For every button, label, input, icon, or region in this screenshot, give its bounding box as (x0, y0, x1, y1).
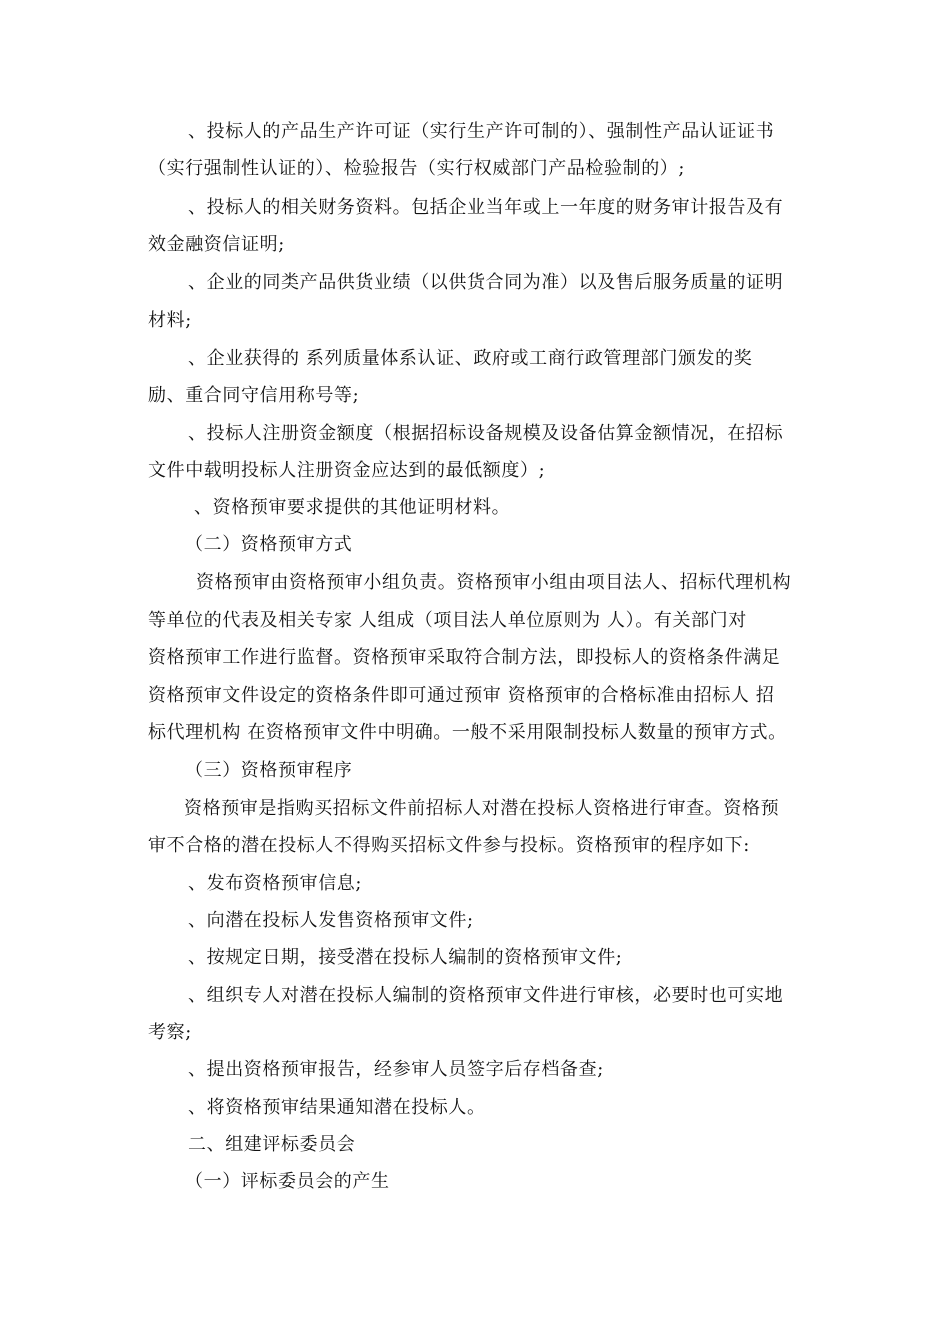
text-line: 资格预审是指购买招标文件前招标人对潜在投标人资格进行审查。资格预 (184, 798, 780, 819)
text-line: 、投标人的相关财务资料。包括企业当年或上一年度的财务审计报告及有 (188, 197, 784, 218)
text-line: 审不合格的潜在投标人不得购买招标文件参与投标。资格预审的程序如下: (148, 835, 750, 856)
text-line: 资格预审工作进行监督。资格预审采取符合制方法，即投标人的资格条件满足 (148, 647, 781, 668)
text-line: 、投标人注册资金额度（根据招标设备规模及设备估算金额情况，在招标 (188, 423, 784, 444)
text-line: 、资格预审要求提供的其他证明材料。 (194, 497, 511, 518)
text-line: 、将资格预审结果通知潜在投标人。 (188, 1097, 486, 1118)
text-line: 、向潜在投标人发售资格预审文件; (188, 910, 474, 931)
text-line: 标代理机构 在资格预审文件中明确。一般不采用限制投标人数量的预审方式。 (148, 722, 787, 743)
text-line: 、按规定日期，接受潜在投标人编制的资格预审文件; (188, 947, 623, 968)
text-line: 、组织专人对潜在投标人编制的资格预审文件进行审核，必要时也可实地 (188, 985, 784, 1006)
text-line: 资格预审文件设定的资格条件即可通过预审 资格预审的合格标准由招标人 招 (148, 685, 775, 706)
text-line: 考察; (148, 1022, 192, 1043)
text-line: 资格预审由资格预审小组负责。资格预审小组由项目法人、招标代理机构 (196, 572, 792, 593)
text-line: 材料; (148, 310, 192, 331)
section-heading: （一）评标委员会的产生 (185, 1171, 390, 1192)
text-line: 励、重合同守信用称号等; (148, 385, 360, 406)
text-line: 、投标人的产品生产许可证（实行生产许可制的）、强制性产品认证证书 (188, 121, 775, 142)
text-line: 效金融资信证明; (148, 234, 285, 255)
text-line: 文件中载明投标人注册资金应达到的最低额度）; (148, 460, 546, 481)
section-heading: （三）资格预审程序 (185, 760, 353, 781)
text-line: 、提出资格预审报告，经参审人员签字后存档备查; (188, 1059, 604, 1080)
section-heading: 二、组建评标委员会 (188, 1134, 356, 1155)
text-line: 、发布资格预审信息; (188, 873, 363, 894)
section-heading: （二）资格预审方式 (185, 534, 353, 555)
text-line: 、企业获得的 系列质量体系认证、政府或工商行政管理部门颁发的奖 (188, 348, 753, 369)
text-line: （实行强制性认证的）、检验报告（实行权威部门产品检验制的）; (148, 158, 686, 179)
text-line: 、企业的同类产品供货业绩（以供货合同为准）以及售后服务质量的证明 (188, 272, 784, 293)
text-line: 等单位的代表及相关专家 人组成（项目法人单位原则为 人）。有关部门对 (148, 610, 747, 631)
